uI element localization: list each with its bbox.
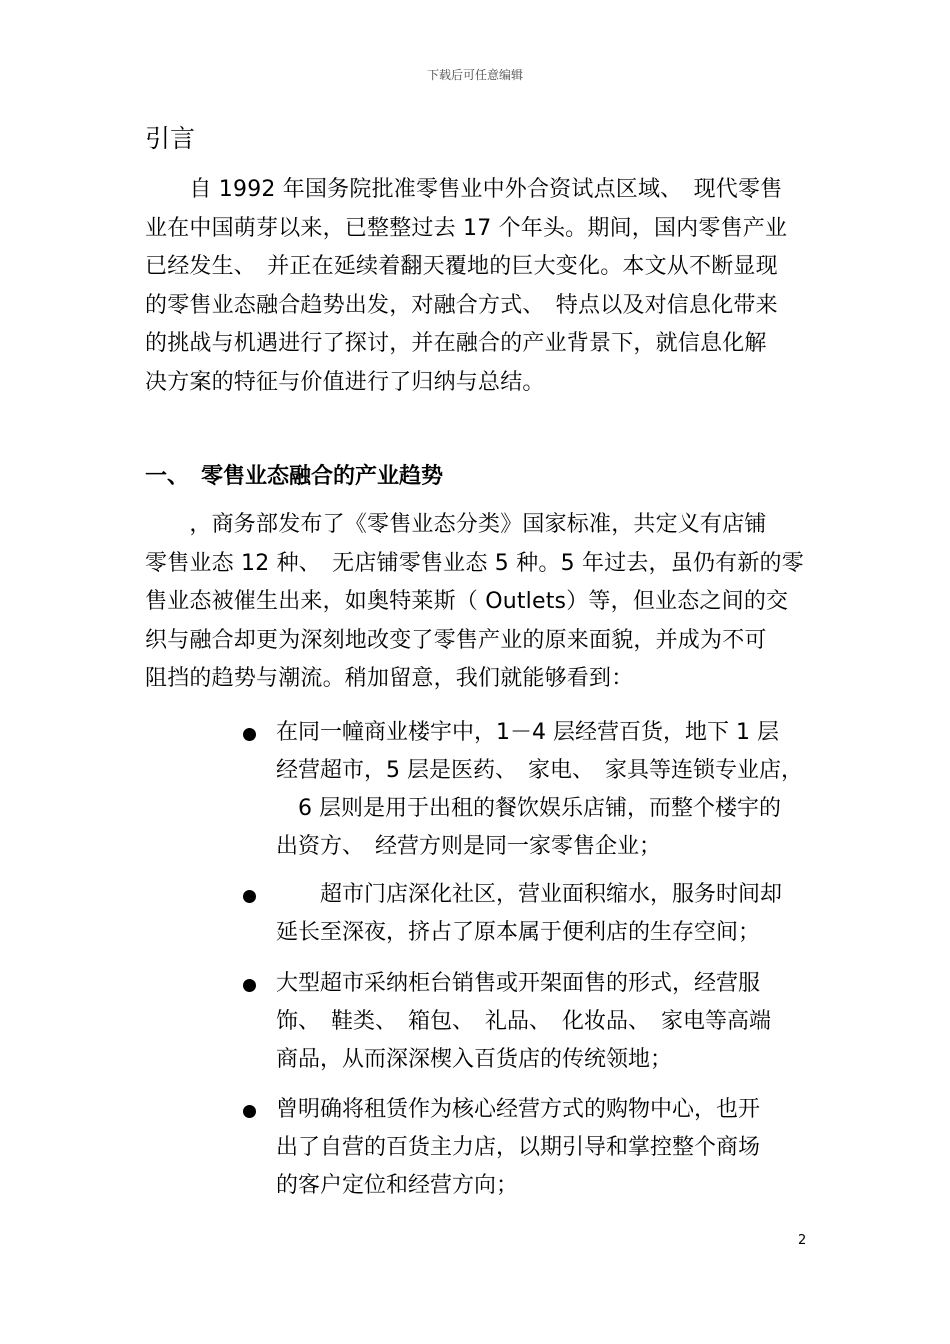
text-line: 售业态被催生出来，如奥特莱斯（ Outlets）等，但业态之间的交 — [145, 589, 789, 614]
section-heading — [145, 459, 443, 495]
text-line: 6 层则是用于出租的餐饮娱乐店铺，而整个楼宇的 — [276, 796, 781, 821]
text-line: 延长至深夜，挤占了原本属于便利店的生存空间； — [276, 920, 761, 945]
page-header: 下载后可任意编辑 — [426, 68, 523, 82]
text-line: 出资方、 经营方则是同一家零售企业； — [276, 834, 662, 859]
text-line: 织与融合却更为深刻地改变了零售产业的原来面貌，并成为不可 — [145, 627, 767, 653]
section-number: 一、 — [145, 464, 190, 489]
text-line: 的挑战与机遇进行了探讨，并在融合的产业背景下，就信息化解 — [145, 331, 767, 356]
bullet-text — [276, 714, 803, 866]
text-line: 决方案的特征与价值进行了归纳与总结。 — [145, 369, 545, 395]
text-line: 出了自营的百货主力店，以期引导和掌控整个商场 — [276, 1135, 761, 1160]
text-line: 商品，从而深深楔入百货店的传统领地； — [276, 1047, 673, 1072]
bullet-dot-icon — [243, 728, 256, 741]
text-line: 超市门店深化社区，营业面积缩水，服务时间却 — [276, 882, 783, 907]
text-line: 的零售业态融合趋势出发，对融合方式、 特点以及对信息化带来 — [145, 292, 778, 318]
text-line: 业在中国萌芽以来，已整整过去 17 个年头。期间，国内零售产业 — [145, 215, 788, 241]
bullet-text — [276, 1091, 760, 1205]
bullet-text — [276, 965, 771, 1079]
bullet-text — [276, 876, 782, 952]
section-paragraph — [145, 506, 804, 699]
bullet-dot-icon — [243, 890, 256, 903]
section-title: 零售业态融合的产业趋势 — [201, 464, 444, 489]
page-number: 2 — [798, 1233, 807, 1248]
page-title: 引言 — [145, 124, 196, 153]
text-line: 阻挡的趋势与潮流。稍加留意，我们就能够看到： — [145, 666, 634, 691]
text-line: 在同一幢商业楼宇中，1－4 层经营百货，地下 1 层 — [276, 720, 779, 745]
intro-paragraph — [145, 171, 787, 402]
bullet-dot-icon — [243, 979, 256, 992]
text-line: 自 1992 年国务院批准零售业中外合资试点区域、 现代零售 — [145, 177, 783, 202]
text-line: 曾明确将租赁作为核心经营方式的购物中心，也开 — [276, 1097, 761, 1122]
text-line: 零售业态 12 种、 无店铺零售业态 5 种。5 年过去，虽仍有新的零 — [145, 550, 804, 576]
text-line: 经营超市，5 层是医药、 家电、 家具等连锁专业店， — [276, 758, 803, 783]
text-line: ，商务部发布了《零售业态分类》国家标准，共定义有店铺 — [145, 512, 767, 537]
text-line: 已经发生、 并正在延续着翻天覆地的巨大变化。本文从不断显现 — [145, 254, 778, 279]
text-line: 饰、 鞋类、 箱包、 礼品、 化妆品、 家电等高端 — [276, 1009, 772, 1034]
text-line: 大型超市采纳柜台销售或开架面售的形式，经营服 — [276, 971, 761, 996]
text-line: 的客户定位和经营方向； — [276, 1173, 519, 1198]
bullet-dot-icon — [243, 1105, 256, 1118]
